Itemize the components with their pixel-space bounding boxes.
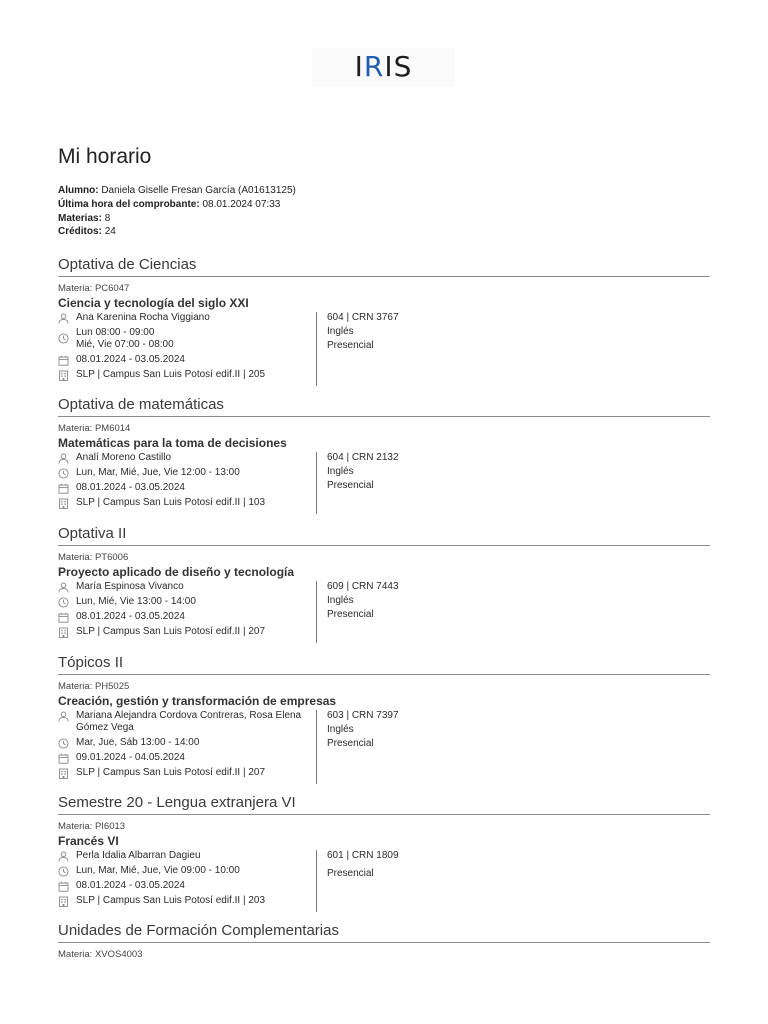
schedule-times: Lun, Mar, Mié, Jue, Vie 12:00 - 13:00 <box>76 467 240 478</box>
schedule-times: Mar, Jue, Sáb 13:00 - 14:00 <box>76 737 200 748</box>
professor-name: Perla Idalia Albarran Dagieu <box>76 850 201 861</box>
person-icon <box>58 851 69 862</box>
materias-count-line: Materias: 8 <box>58 212 111 224</box>
iris-logo <box>312 48 455 86</box>
crn: 604 | CRN 2132 <box>327 452 399 463</box>
course-section <box>58 256 710 386</box>
location: SLP | Campus San Luis Potosí edif.II | 203 <box>76 895 266 906</box>
modality: Presencial <box>327 738 374 749</box>
clock-icon <box>58 333 69 344</box>
date-range: 08.01.2024 - 03.05.2024 <box>76 611 185 622</box>
professor-name: Analí Moreno Castillo <box>76 452 172 463</box>
materia-code: Materia: PI6013 <box>58 821 126 832</box>
location: SLP | Campus San Luis Potosí edif.II | 205 <box>76 369 266 380</box>
modality: Presencial <box>327 609 374 620</box>
section-heading: Optativa de matemáticas <box>58 396 710 417</box>
crn: 604 | CRN 3767 <box>327 312 399 323</box>
professor-name: María Espinosa Vivanco <box>76 581 184 592</box>
date-range: 09.01.2024 - 04.05.2024 <box>76 752 185 763</box>
person-icon <box>58 313 69 324</box>
date-range: 08.01.2024 - 03.05.2024 <box>76 482 185 493</box>
person-icon <box>58 711 69 722</box>
modality: Presencial <box>327 480 374 491</box>
course-title: Ciencia y tecnología del siglo XXI <box>58 296 249 310</box>
last-update-line: Última hora del comprobante: 08.01.2024 07:33 <box>58 198 281 210</box>
building-icon <box>58 768 69 779</box>
schedule-times: Lun, Mar, Mié, Jue, Vie 09:00 - 10:00 <box>76 865 240 876</box>
calendar-icon <box>58 753 69 764</box>
location: SLP | Campus San Luis Potosí edif.II | 207 <box>76 626 266 637</box>
materia-code: Materia: XVOS4003 <box>58 949 143 960</box>
section-heading: Optativa de Ciencias <box>58 256 710 277</box>
crn: 609 | CRN 7443 <box>327 581 399 592</box>
course-section <box>58 794 710 912</box>
modality: Presencial <box>327 340 374 351</box>
course-section <box>58 922 710 961</box>
course-title: Matemáticas para la toma de decisiones <box>58 436 287 450</box>
location: SLP | Campus San Luis Potosí edif.II | 103 <box>76 497 266 508</box>
crn: 603 | CRN 7397 <box>327 710 399 721</box>
crn: 601 | CRN 1809 <box>327 850 399 861</box>
person-icon <box>58 582 69 593</box>
modality: Presencial <box>327 868 374 879</box>
language: Inglés <box>327 724 354 735</box>
calendar-icon <box>58 612 69 623</box>
professor-name: Ana Karenina Rocha Viggiano <box>76 312 210 323</box>
schedule-times: Lun, Mié, Vie 13:00 - 14:00 <box>76 596 196 607</box>
section-heading: Unidades de Formación Complementarias <box>58 922 710 943</box>
person-icon <box>58 453 69 464</box>
clock-icon <box>58 468 69 479</box>
calendar-icon <box>58 355 69 366</box>
schedule-times: Lun 08:00 - 09:00 Mié, Vie 07:00 - 08:00 <box>76 327 174 350</box>
building-icon <box>58 370 69 381</box>
student-info <box>58 184 296 239</box>
iris-logo-text: IRIS <box>354 50 413 83</box>
building-icon <box>58 498 69 509</box>
date-range: 08.01.2024 - 03.05.2024 <box>76 880 185 891</box>
professor-name: Mariana Alejandra Cordova Contreras, Rosa Elena Gómez Vega <box>76 710 302 733</box>
calendar-icon <box>58 881 69 892</box>
date-range: 08.01.2024 - 03.05.2024 <box>76 354 185 365</box>
calendar-icon <box>58 483 69 494</box>
section-heading: Optativa II <box>58 525 710 546</box>
course-title: Francés VI <box>58 834 119 848</box>
course-title: Creación, gestión y transformación de empresas <box>58 694 337 708</box>
clock-icon <box>58 597 69 608</box>
section-heading: Semestre 20 - Lengua extranjera VI <box>58 794 710 815</box>
language: Inglés <box>327 595 354 606</box>
building-icon <box>58 896 69 907</box>
section-heading: Tópicos II <box>58 654 710 675</box>
clock-icon <box>58 866 69 877</box>
language: Inglés <box>327 326 354 337</box>
materia-code: Materia: PC6047 <box>58 283 130 294</box>
creditos-line: Créditos: 24 <box>58 226 116 238</box>
course-title: Proyecto aplicado de diseño y tecnología <box>58 565 295 579</box>
course-section <box>58 396 710 514</box>
clock-icon <box>58 738 69 749</box>
building-icon <box>58 627 69 638</box>
materia-code: Materia: PT6006 <box>58 552 129 563</box>
student-name-line: Alumno: Daniela Giselle Fresan García (A01613125) <box>58 185 296 196</box>
course-section <box>58 525 710 643</box>
materia-code: Materia: PM6014 <box>58 423 131 434</box>
page-title: Mi horario <box>58 145 152 168</box>
location: SLP | Campus San Luis Potosí edif.II | 207 <box>76 767 266 778</box>
materia-code: Materia: PH5025 <box>58 681 130 692</box>
course-section <box>58 654 710 784</box>
language: Inglés <box>327 466 354 477</box>
